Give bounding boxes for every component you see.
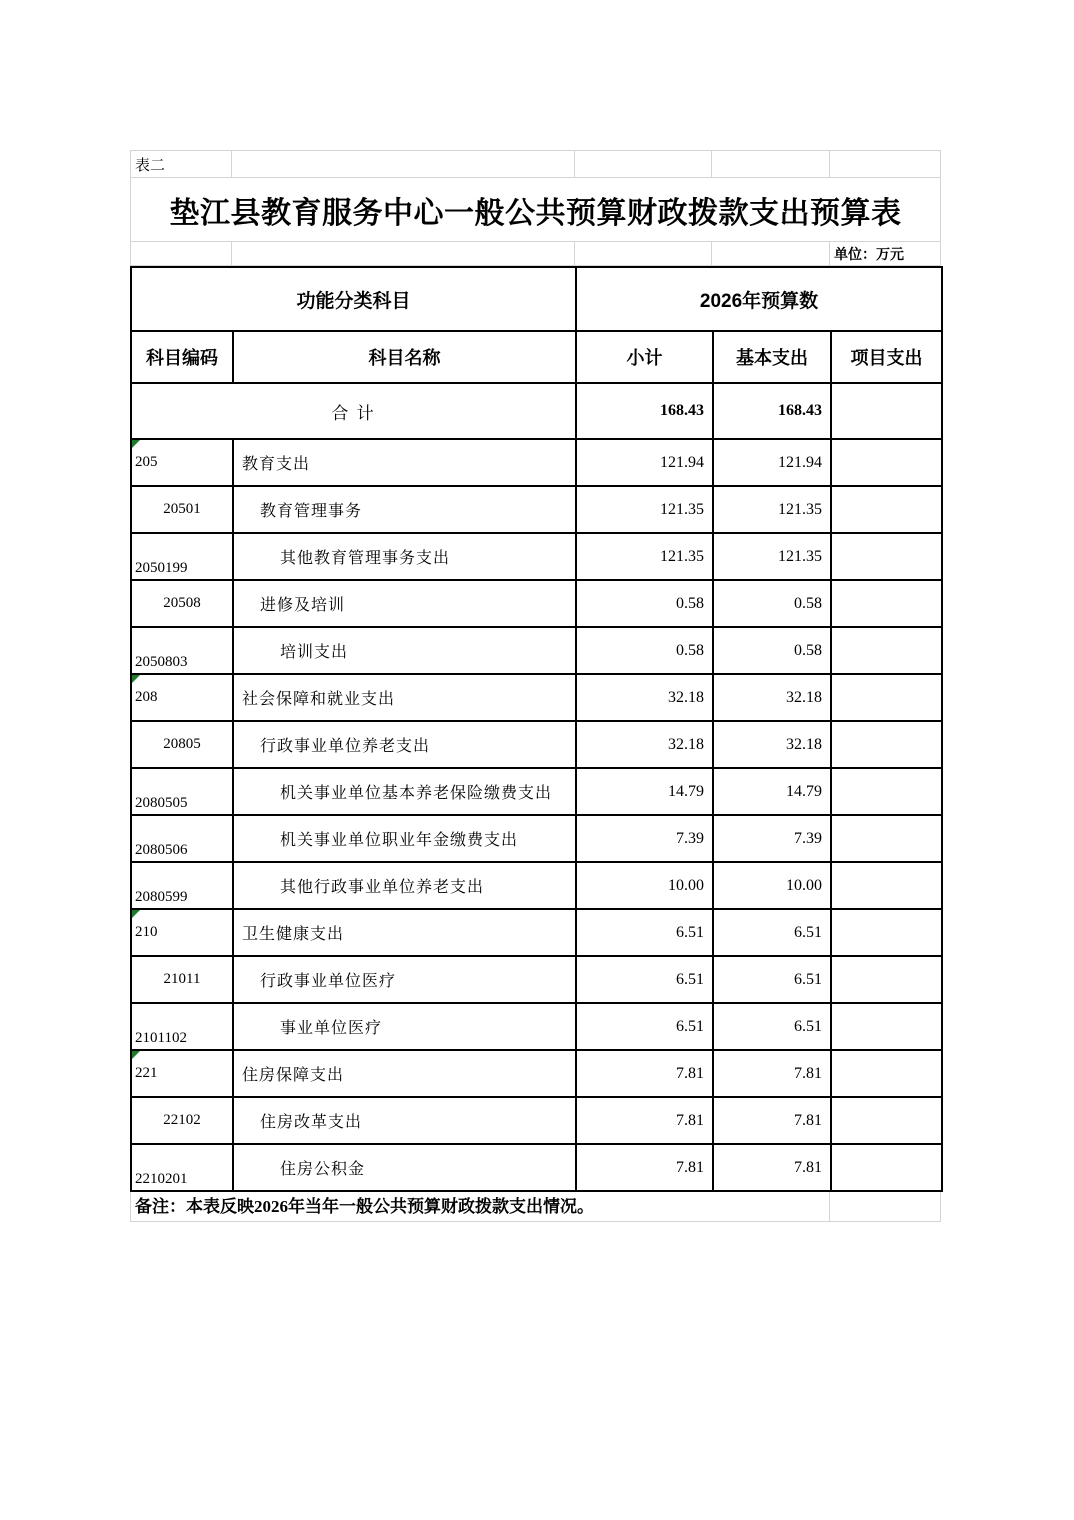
subtotal-value: 32.18 [576, 674, 713, 721]
functional-classification-header: 功能分类科目 [131, 267, 576, 331]
grid-cell [712, 150, 830, 178]
project-value [831, 674, 942, 721]
footer-note-row [130, 1192, 941, 1222]
table-row [131, 439, 942, 486]
title-row [130, 178, 941, 242]
subject-code: 2050199 [131, 533, 233, 580]
column-header-row [131, 331, 942, 383]
table-row [131, 1003, 942, 1050]
subject-code: 20501 [131, 486, 233, 533]
subtotal-value: 14.79 [576, 768, 713, 815]
subtotal-value: 7.81 [576, 1144, 713, 1191]
basic-value: 6.51 [713, 1003, 831, 1050]
basic-value: 10.00 [713, 862, 831, 909]
project-value [831, 815, 942, 862]
project-value [831, 533, 942, 580]
subtotal-value: 7.39 [576, 815, 713, 862]
subject-code: 205 [131, 439, 233, 486]
subject-code: 2050803 [131, 627, 233, 674]
subtotal-value: 32.18 [576, 721, 713, 768]
subject-name: 机关事业单位职业年金缴费支出 [233, 815, 576, 862]
page-title: 垫江县教育服务中心一般公共预算财政拨款支出预算表 [169, 196, 902, 230]
grid-cell [575, 150, 712, 178]
table-row [131, 768, 942, 815]
basic-value: 7.81 [713, 1050, 831, 1097]
subject-name: 卫生健康支出 [233, 909, 576, 956]
subject-name: 进修及培训 [233, 580, 576, 627]
unit-label: 单位：万元 [834, 245, 904, 262]
grid-cell [830, 150, 941, 178]
table-row [131, 627, 942, 674]
basic-value: 0.58 [713, 627, 831, 674]
subject-code: 21011 [131, 956, 233, 1003]
subject-name: 教育支出 [233, 439, 576, 486]
green-triangle-icon [132, 910, 140, 918]
subtotal-value: 0.58 [576, 580, 713, 627]
col-header-name: 科目名称 [233, 331, 576, 383]
table-row [131, 862, 942, 909]
table-row [131, 674, 942, 721]
project-value [831, 862, 942, 909]
basic-value: 14.79 [713, 768, 831, 815]
unit-cell [830, 242, 941, 266]
basic-value: 32.18 [713, 674, 831, 721]
basic-value: 7.81 [713, 1144, 831, 1191]
total-label: 合 计 [131, 383, 576, 439]
subtotal-value: 7.81 [576, 1097, 713, 1144]
green-triangle-icon [132, 675, 140, 683]
col-header-basic: 基本支出 [713, 331, 831, 383]
subject-name: 教育管理事务 [233, 486, 576, 533]
col-header-subtotal: 小计 [576, 331, 713, 383]
budget-sheet [130, 150, 941, 1222]
total-basic-value: 168.43 [713, 383, 831, 439]
subject-name: 行政事业单位养老支出 [233, 721, 576, 768]
subtotal-value: 6.51 [576, 956, 713, 1003]
grid-cell [130, 242, 232, 266]
table-row [131, 580, 942, 627]
table-row [131, 533, 942, 580]
green-triangle-icon [132, 440, 140, 448]
total-project-value [831, 383, 942, 439]
table-row [131, 815, 942, 862]
subject-code: 2080599 [131, 862, 233, 909]
project-value [831, 439, 942, 486]
grid-cell [232, 150, 575, 178]
subtotal-value: 0.58 [576, 627, 713, 674]
grid-cell [830, 1192, 941, 1222]
subtotal-value: 121.35 [576, 486, 713, 533]
grid-cell [232, 242, 575, 266]
subject-code: 221 [131, 1050, 233, 1097]
grid-cell [575, 242, 712, 266]
green-triangle-icon [132, 1051, 140, 1059]
project-value [831, 1050, 942, 1097]
budget-table [130, 266, 943, 1192]
subject-code: 22102 [131, 1097, 233, 1144]
table-row [131, 909, 942, 956]
table-row [131, 1050, 942, 1097]
subject-code: 208 [131, 674, 233, 721]
basic-value: 6.51 [713, 956, 831, 1003]
subject-name: 机关事业单位基本养老保险缴费支出 [233, 768, 576, 815]
project-value [831, 1097, 942, 1144]
subject-name: 行政事业单位医疗 [233, 956, 576, 1003]
subtotal-value: 121.94 [576, 439, 713, 486]
subject-name: 其他教育管理事务支出 [233, 533, 576, 580]
col-header-code: 科目编码 [131, 331, 233, 383]
subtotal-value: 7.81 [576, 1050, 713, 1097]
subject-name: 其他行政事业单位养老支出 [233, 862, 576, 909]
subject-name: 社会保障和就业支出 [233, 674, 576, 721]
project-value [831, 627, 942, 674]
table-row [131, 721, 942, 768]
project-value [831, 486, 942, 533]
table-body [131, 383, 942, 1191]
subject-code: 2080505 [131, 768, 233, 815]
table-row [131, 486, 942, 533]
table-row [131, 1144, 942, 1191]
subject-code: 2101102 [131, 1003, 233, 1050]
subject-code: 20508 [131, 580, 233, 627]
subject-name: 住房改革支出 [233, 1097, 576, 1144]
project-value [831, 909, 942, 956]
grid-cell [712, 242, 830, 266]
footer-note: 备注：本表反映2026年当年一般公共预算财政拨款支出情况。 [130, 1192, 830, 1222]
sheet-label-row [130, 150, 941, 178]
project-value [831, 1144, 942, 1191]
unit-row [130, 242, 941, 266]
basic-value: 0.58 [713, 580, 831, 627]
total-subtotal-value: 168.43 [576, 383, 713, 439]
total-row [131, 383, 942, 439]
subtotal-value: 10.00 [576, 862, 713, 909]
project-value [831, 580, 942, 627]
group-header-row [131, 267, 942, 331]
subject-name: 事业单位医疗 [233, 1003, 576, 1050]
basic-value: 7.81 [713, 1097, 831, 1144]
subject-name: 住房公积金 [233, 1144, 576, 1191]
sheet-label: 表二 [130, 150, 232, 178]
col-header-project: 项目支出 [831, 331, 942, 383]
project-value [831, 768, 942, 815]
subtotal-value: 6.51 [576, 909, 713, 956]
subject-code: 2080506 [131, 815, 233, 862]
basic-value: 32.18 [713, 721, 831, 768]
table-row [131, 956, 942, 1003]
subject-name: 住房保障支出 [233, 1050, 576, 1097]
project-value [831, 721, 942, 768]
budget-year-header: 2026年预算数 [576, 267, 942, 331]
basic-value: 7.39 [713, 815, 831, 862]
table-row [131, 1097, 942, 1144]
project-value [831, 956, 942, 1003]
subject-code: 20805 [131, 721, 233, 768]
subtotal-value: 121.35 [576, 533, 713, 580]
project-value [831, 1003, 942, 1050]
subtotal-value: 6.51 [576, 1003, 713, 1050]
subject-code: 210 [131, 909, 233, 956]
subject-code: 2210201 [131, 1144, 233, 1191]
subject-name: 培训支出 [233, 627, 576, 674]
basic-value: 121.94 [713, 439, 831, 486]
basic-value: 6.51 [713, 909, 831, 956]
basic-value: 121.35 [713, 486, 831, 533]
basic-value: 121.35 [713, 533, 831, 580]
